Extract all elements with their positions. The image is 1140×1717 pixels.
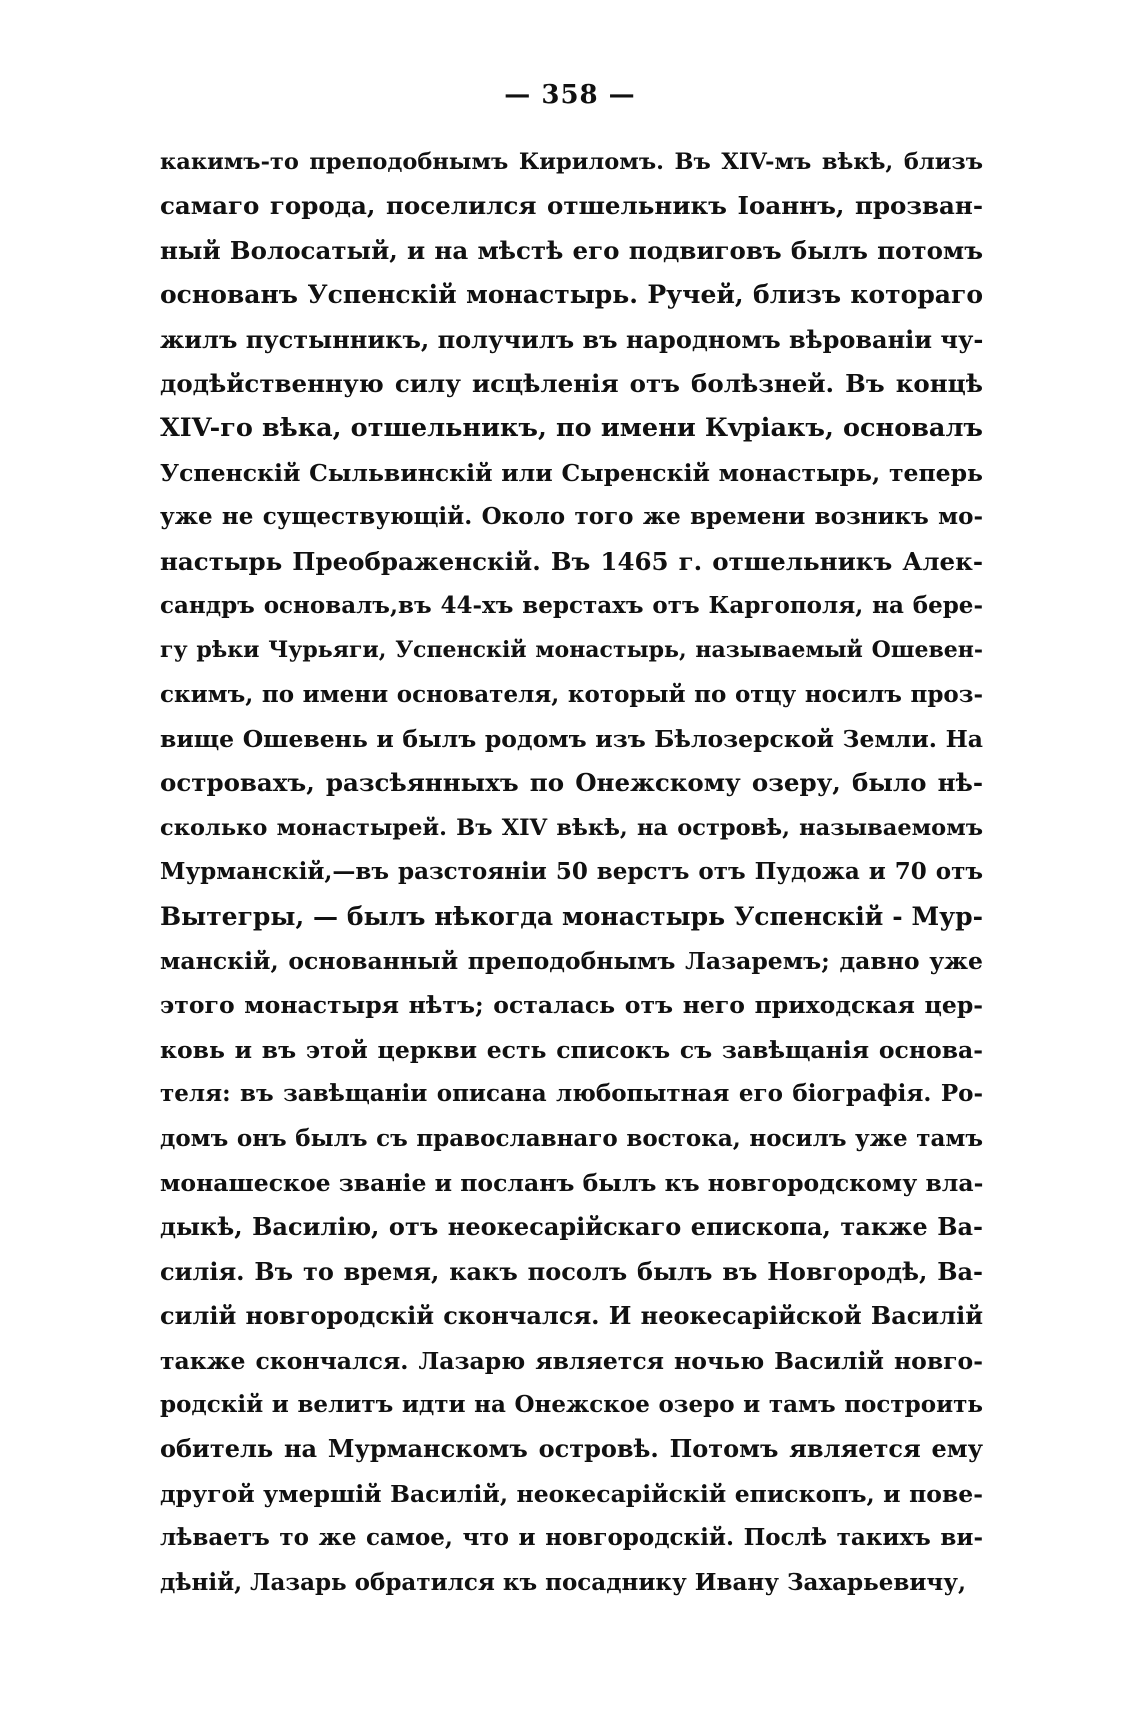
text-line: силій новгородскій скончался. И неокесарійской Василій (160, 1301, 983, 1331)
text-line: уже не существующій. Около того же времени возникъ мо- (160, 503, 983, 531)
text-line: теля: въ завѣщаніи описана любопытная его біографія. Ро- (160, 1080, 983, 1108)
body-text (160, 140, 983, 1605)
text-line: настырь Преображенскій. Въ 1465 г. отшельникъ Алек- (160, 546, 983, 576)
text-line: Мурманскій,—въ разстояніи 50 верстъ отъ Пудожа и 70 отъ (160, 858, 983, 886)
text-line: ковь и въ этой церкви есть списокъ съ завѣщанія основа- (160, 1035, 983, 1064)
text-line: XIV-го вѣка, отшельникъ, по имени Кvріакъ, основалъ (160, 413, 983, 444)
text-line: ный Волосатый, и на мѣстѣ его подвиговъ былъ потомъ (160, 235, 983, 265)
text-line: другой умершій Василій, неокесарійскій епископъ, и пове- (160, 1479, 983, 1508)
text-line: островахъ, разсѣянныхъ по Онежскому озеру, было нѣ- (160, 768, 983, 798)
text-line: дѣній, Лазарь обратился къ посаднику Ивану Захарьевичу, (160, 1568, 966, 1596)
text-line: гу рѣки Чурьяги, Успенскій монастырь, называемый Ошевен- (160, 637, 983, 664)
text-line: Вытегры, — былъ нѣкогда монастырь Успенскій - Мур- (160, 901, 983, 931)
page-number: — 358 — (504, 80, 636, 110)
text-line: самаго города, поселился отшельникъ Іоаннъ, прозван- (160, 191, 983, 221)
text-line: обитель на Мурманскомъ островѣ. Потомъ является ему (160, 1434, 983, 1464)
text-line: основанъ Успенскій монастырь. Ручей, близъ котораго (160, 280, 983, 310)
text-line: сандръ основалъ,въ 44-хъ верстахъ отъ Каргополя, на бере- (160, 591, 983, 619)
text-line: вище Ошевень и былъ родомъ изъ Бѣлозерской Земли. На (160, 725, 983, 754)
text-line: этого монастыря нѣтъ; осталась отъ него приходская цер- (160, 991, 983, 1020)
text-line: силія. Въ то время, какъ посолъ былъ въ Новгородѣ, Ва- (160, 1256, 983, 1286)
text-line: скимъ, по имени основателя, который по отцу носилъ проз- (160, 680, 983, 708)
text-line: дыкѣ, Василію, отъ неокесарійскаго епископа, также Ва- (160, 1212, 983, 1242)
text-line: манскій, основанный преподобнымъ Лазаремъ; давно уже (160, 947, 983, 976)
text-line: монашеское званіе и посланъ былъ къ новгородскому вла- (160, 1168, 984, 1197)
text-line: какимъ-то преподобнымъ Кириломъ. Въ XIV-мъ вѣкѣ, близъ (160, 149, 983, 175)
text-line: лѣваетъ то же самое, что и новгородскій. Послѣ такихъ ви- (160, 1524, 983, 1552)
text-line: додѣйственную силу исцѣленія отъ болѣзней. Въ концѣ (160, 368, 983, 398)
text-line: также скончался. Лазарю является ночью Василій новго- (160, 1346, 983, 1375)
text-line: Успенскій Сыльвинскій или Сыренскій монастырь, теперь (160, 458, 983, 487)
text-line: родскій и велитъ идти на Онежское озеро и тамъ построить (160, 1390, 983, 1418)
text-line: домъ онъ былъ съ православнаго востока, носилъ уже тамъ (160, 1124, 983, 1152)
text-line: жилъ пустынникъ, получилъ въ народномъ вѣрованіи чу- (160, 324, 984, 354)
text-line: сколько монастырей. Въ XIV вѣкѣ, на островѣ, называемомъ (160, 814, 983, 841)
